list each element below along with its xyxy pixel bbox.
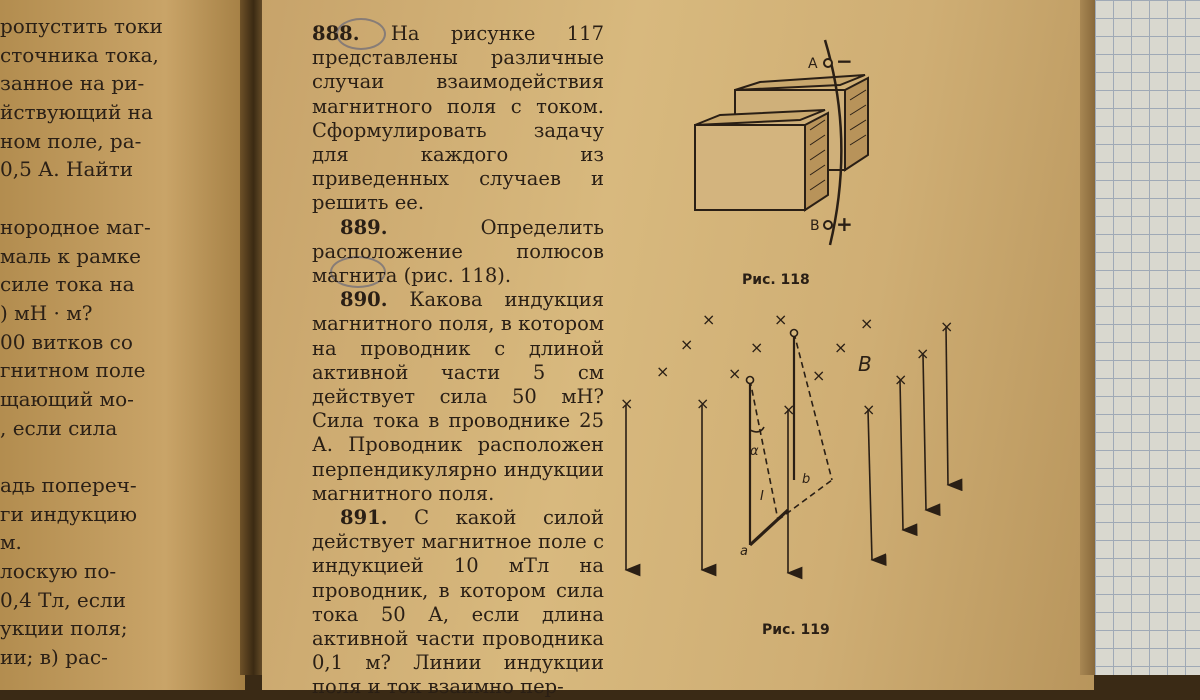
- terminal-b: [824, 221, 832, 229]
- left-page-line: силе тока на: [0, 272, 135, 297]
- field-cross: ×: [834, 338, 848, 357]
- angle-label: α: [750, 444, 759, 459]
- conductor-bottom: [750, 510, 788, 545]
- terminal-a: [824, 59, 832, 67]
- field-cross: ×: [750, 338, 764, 357]
- field-cross: ×: [940, 317, 954, 336]
- back-magnet-top: [735, 75, 865, 90]
- field-line: [946, 327, 948, 485]
- left-page-line: укции поля;: [0, 616, 128, 641]
- field-line: [923, 355, 926, 510]
- figure-118: [680, 30, 980, 330]
- field-cross: ×: [860, 314, 874, 333]
- current-label: I: [760, 489, 764, 504]
- front-magnet-face: [695, 125, 805, 210]
- left-page-text: [0, 12, 245, 672]
- problem-number: 889.: [340, 215, 388, 239]
- field-cross: ×: [656, 362, 670, 381]
- point-a-label: a: [740, 544, 748, 559]
- label-a: A: [808, 56, 818, 72]
- left-page-line: ропустить токи: [0, 14, 163, 38]
- caption-119: Рис. 119: [762, 622, 830, 638]
- grid-paper-sheet: [1095, 0, 1200, 675]
- left-page-line: занное на ри-: [0, 71, 145, 96]
- left-page-line: ии; в) рас-: [0, 645, 108, 670]
- problem-891: [312, 506, 604, 700]
- problem-text: На рисунке 117 представлены различные случаи взаимодействия магнитного поля с током. Сформулировать задачу для каждого из приведенных случаев и решить ее.: [312, 22, 604, 215]
- problem-number: 890.: [340, 288, 388, 312]
- left-page-line: маль к рамке: [0, 243, 141, 268]
- problem-text: Определить расположение полюсов магнита (рис. 118).: [312, 215, 604, 288]
- field-cross: ×: [702, 310, 716, 329]
- angle-arc: [750, 427, 764, 432]
- front-magnet-side: [805, 113, 828, 210]
- field-line: [868, 410, 872, 560]
- problem-889: [312, 216, 604, 289]
- left-page-line: 00 витков со: [0, 329, 133, 354]
- field-cross: ×: [916, 344, 930, 363]
- figure-119: [610, 305, 970, 595]
- problem-number: 891.: [340, 506, 388, 530]
- problem-number: 888.: [312, 22, 360, 45]
- field-label-b: B: [858, 352, 872, 376]
- field-cross: ×: [774, 310, 788, 329]
- left-page-line: [0, 184, 245, 213]
- left-page-line: ги индукцию: [0, 501, 138, 526]
- left-page-line: [0, 442, 245, 471]
- left-page-line: , если сила: [0, 415, 118, 440]
- field-cross: ×: [680, 335, 694, 354]
- frame-node: [747, 377, 754, 384]
- field-cross: ×: [812, 366, 826, 385]
- caption-118: Рис. 118: [742, 272, 810, 288]
- label-b-sign: +: [836, 212, 853, 236]
- left-page-line: адь попереч-: [0, 473, 137, 497]
- field-cross: ×: [620, 394, 634, 413]
- frame-node: [791, 330, 798, 337]
- left-page-line: сточника тока,: [0, 42, 159, 67]
- left-page-line: щающий мо-: [0, 386, 134, 411]
- left-page-line: лоскую по-: [0, 559, 117, 584]
- left-page-line: гнитном поле: [0, 358, 146, 383]
- left-page-line: м.: [0, 530, 22, 555]
- problem-890: [312, 288, 604, 506]
- left-page-line: ном поле, ра-: [0, 128, 142, 153]
- problem-text: С какой силой действует магнитное поле с индукцией 10 мТл на проводник, в котором сила тока 50 А, если длина активной части проводника 0,1 м? Линии индукции поля и ток взаимно пер-: [312, 506, 604, 699]
- left-page-line: ) мН · м?: [0, 300, 93, 325]
- field-cross: ×: [862, 400, 876, 419]
- label-b: B: [810, 218, 820, 234]
- field-cross: ×: [696, 394, 710, 413]
- problem-text: Какова индукция магнитного поля, в котором на проводник с длиной активной части 5 см действует сила 50 мН? Сила тока в проводнике 25 А. Проводник расположен перпендикулярно индукции магнитного поля.: [312, 288, 604, 505]
- field-cross: ×: [782, 400, 796, 419]
- point-b-label: b: [802, 472, 811, 487]
- field-cross: ×: [728, 364, 742, 383]
- label-a-sign: −: [836, 49, 853, 73]
- left-page-line: 0,4 Тл, если: [0, 587, 126, 612]
- back-magnet-side: [845, 78, 868, 170]
- left-page-line: йствующий на: [0, 100, 153, 125]
- left-page-line: 0,5 А. Найти: [0, 157, 134, 182]
- dashed-line: [794, 333, 832, 480]
- left-page-line: нородное маг-: [0, 214, 151, 239]
- problem-888: [312, 22, 604, 216]
- field-line: [900, 380, 903, 530]
- field-cross: ×: [894, 370, 908, 389]
- problems-column: [312, 22, 604, 700]
